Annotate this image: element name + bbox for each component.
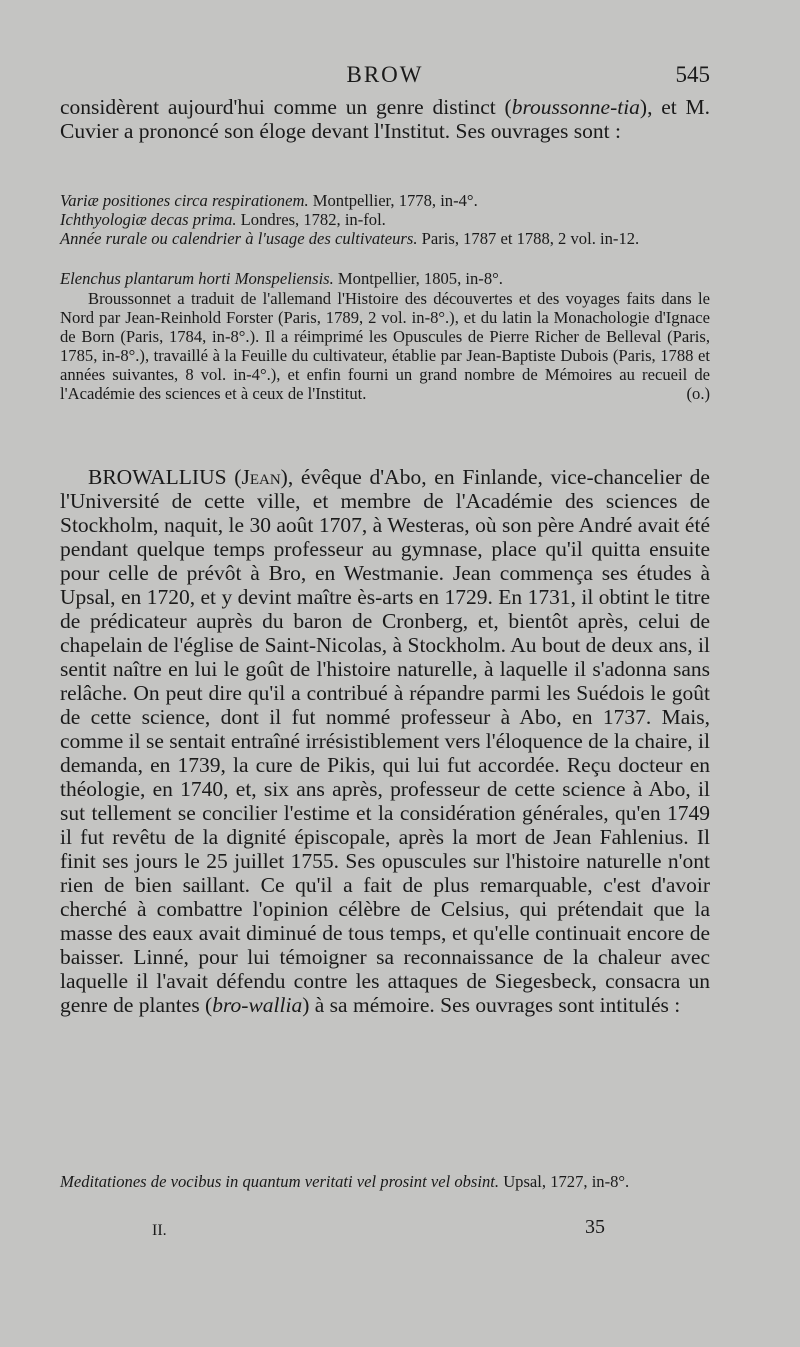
work-details: Londres, 1782, in-fol. [236,210,386,229]
genus-broussonetia: broussonne-tia [511,95,640,119]
work-entry [60,269,730,288]
work-title: Elenchus plantarum horti Monspeliensis. [60,269,334,288]
continuation-text-end: ), et M. Cuvier a prononcé son éloge devant l'Institut. Ses ouvrages sont : [60,95,710,143]
work-details: Montpellier, 1778, in-4°. [308,191,478,210]
given-name-close: ) [280,465,288,489]
work-details: Upsal, 1727, in-8°. [499,1172,630,1191]
genus-browallia: bro-wallia [212,993,303,1017]
work-title: Ichthyologiæ decas prima. [60,210,237,229]
work-title: Variæ positiones circa respirationem. [60,191,309,210]
continuation-text-start: considèrent aujourd'hui comme un genre distinct ( [60,95,512,119]
work-title: Meditationes de vocibus in quantum veritati vel prosint vel obsint. [60,1172,500,1191]
entry-text: , évêque d'Abo, en Finlande, vice-chancelier de l'Université de cette ville, et membre de l'Académie des sciences de Stockholm, naquit, le 30 août 1707, à Westeras, où son père André avait été pendant quelque temps professeur au gymnase, place qu'il quitta ensuite pour celle de prévôt à Bro, en Westmanie. Jean commença ses études à Upsal, en 1720, et y devint maître ès-arts en 1729. En 1731, il obtint le titre de prédicateur auprès du baron de Cronberg, et, bientôt après, celui de chapelain de l'église de Saint-Nicolas, à Stockholm. Au bout de deux ans, il sentit naître en lui le goût de l'histoire naturelle, à laquelle il s'adonna sans relâche. On peut dire qu'il a contribué à répandre parmi les Suédois le goût de cette science, dont il fut nommé professeur à Abo, en 1737. Mais, comme il se sentait entraîné irrésistiblement vers l'éloquence de la chaire, il demanda, en 1739, la cure de Pikis, qui lui fut accordée. Reçu docteur en théologie, en 1740, et, six ans après, professeur de cette science à Abo, il sut tellement se concilier l'estime et la considération générales, qu'en 1749 il fut revêtu de la dignité épiscopale, après la mort de Jean Fahlenius. Il finit ses jours le 25 juillet 1755. Ses opuscules sur l'histoire naturelle n'ont rien de bien saillant. Ce qu'il a fait de plus remarquable, c'est d'avoir cherché à combattre l'opinion célèbre de Celsius, qui prétendait que la masse des eaux avait diminué de tous temps, et qu'elle continuait encore de baisser. Linné, pour lui témoigner sa reconnaissance de la chaleur avec laquelle il l'avait défendu contre les attaques de Siegesbeck, consacra un genre de plantes ( [60,465,710,1017]
work-entry [60,191,730,210]
browallius-entry [60,465,710,1017]
work-details: Paris, 1787 et 1788, 2 vol. in-12. [417,229,640,248]
work-entry [60,210,730,229]
work-entry [60,229,730,248]
running-head: BROW [346,62,424,87]
broussonnet-note [60,289,710,404]
given-name: Jean [241,465,281,489]
signature-mark: II. [152,1222,167,1239]
sheet-number: 35 [585,1216,605,1238]
entry-text-end: ) à sa mémoire. Ses ouvrages sont intitulés : [302,993,681,1017]
page-header [60,62,710,94]
entry-name: BROWALLIUS [88,465,227,489]
author-signature: (o.) [686,384,710,404]
broussonnet-note-text: Broussonnet a traduit de l'allemand l'Histoire des découvertes et des voyages faits dans le Nord par Jean-Reinhold Forster (Paris, 1789, 2 vol. in-8°.), et du latin la Monachologie d'Ignace de Born (Paris, 1784, in-8°.). Il a réimprimé les Opuscules de Pierre Richer de Belleval (Paris, 1785, in-8°.), travaillé à la Feuille du cultivateur, établie par Jean-Baptiste Dubois (Paris, 1788 et années suivantes, 8 vol. in-4°.), et enfin fourni un grand nombre de Mémoires au recueil de l'Académie des sciences et à ceux de l'Institut. [60,289,710,404]
work-title: Année rurale ou calendrier à l'usage des cultivateurs. [60,229,418,248]
page-number: 545 [675,62,710,87]
continuation-paragraph [60,95,710,143]
work-details: Montpellier, 1805, in-8°. [333,269,503,288]
given-name-open: ( [226,465,242,489]
work-entry [60,1172,730,1191]
